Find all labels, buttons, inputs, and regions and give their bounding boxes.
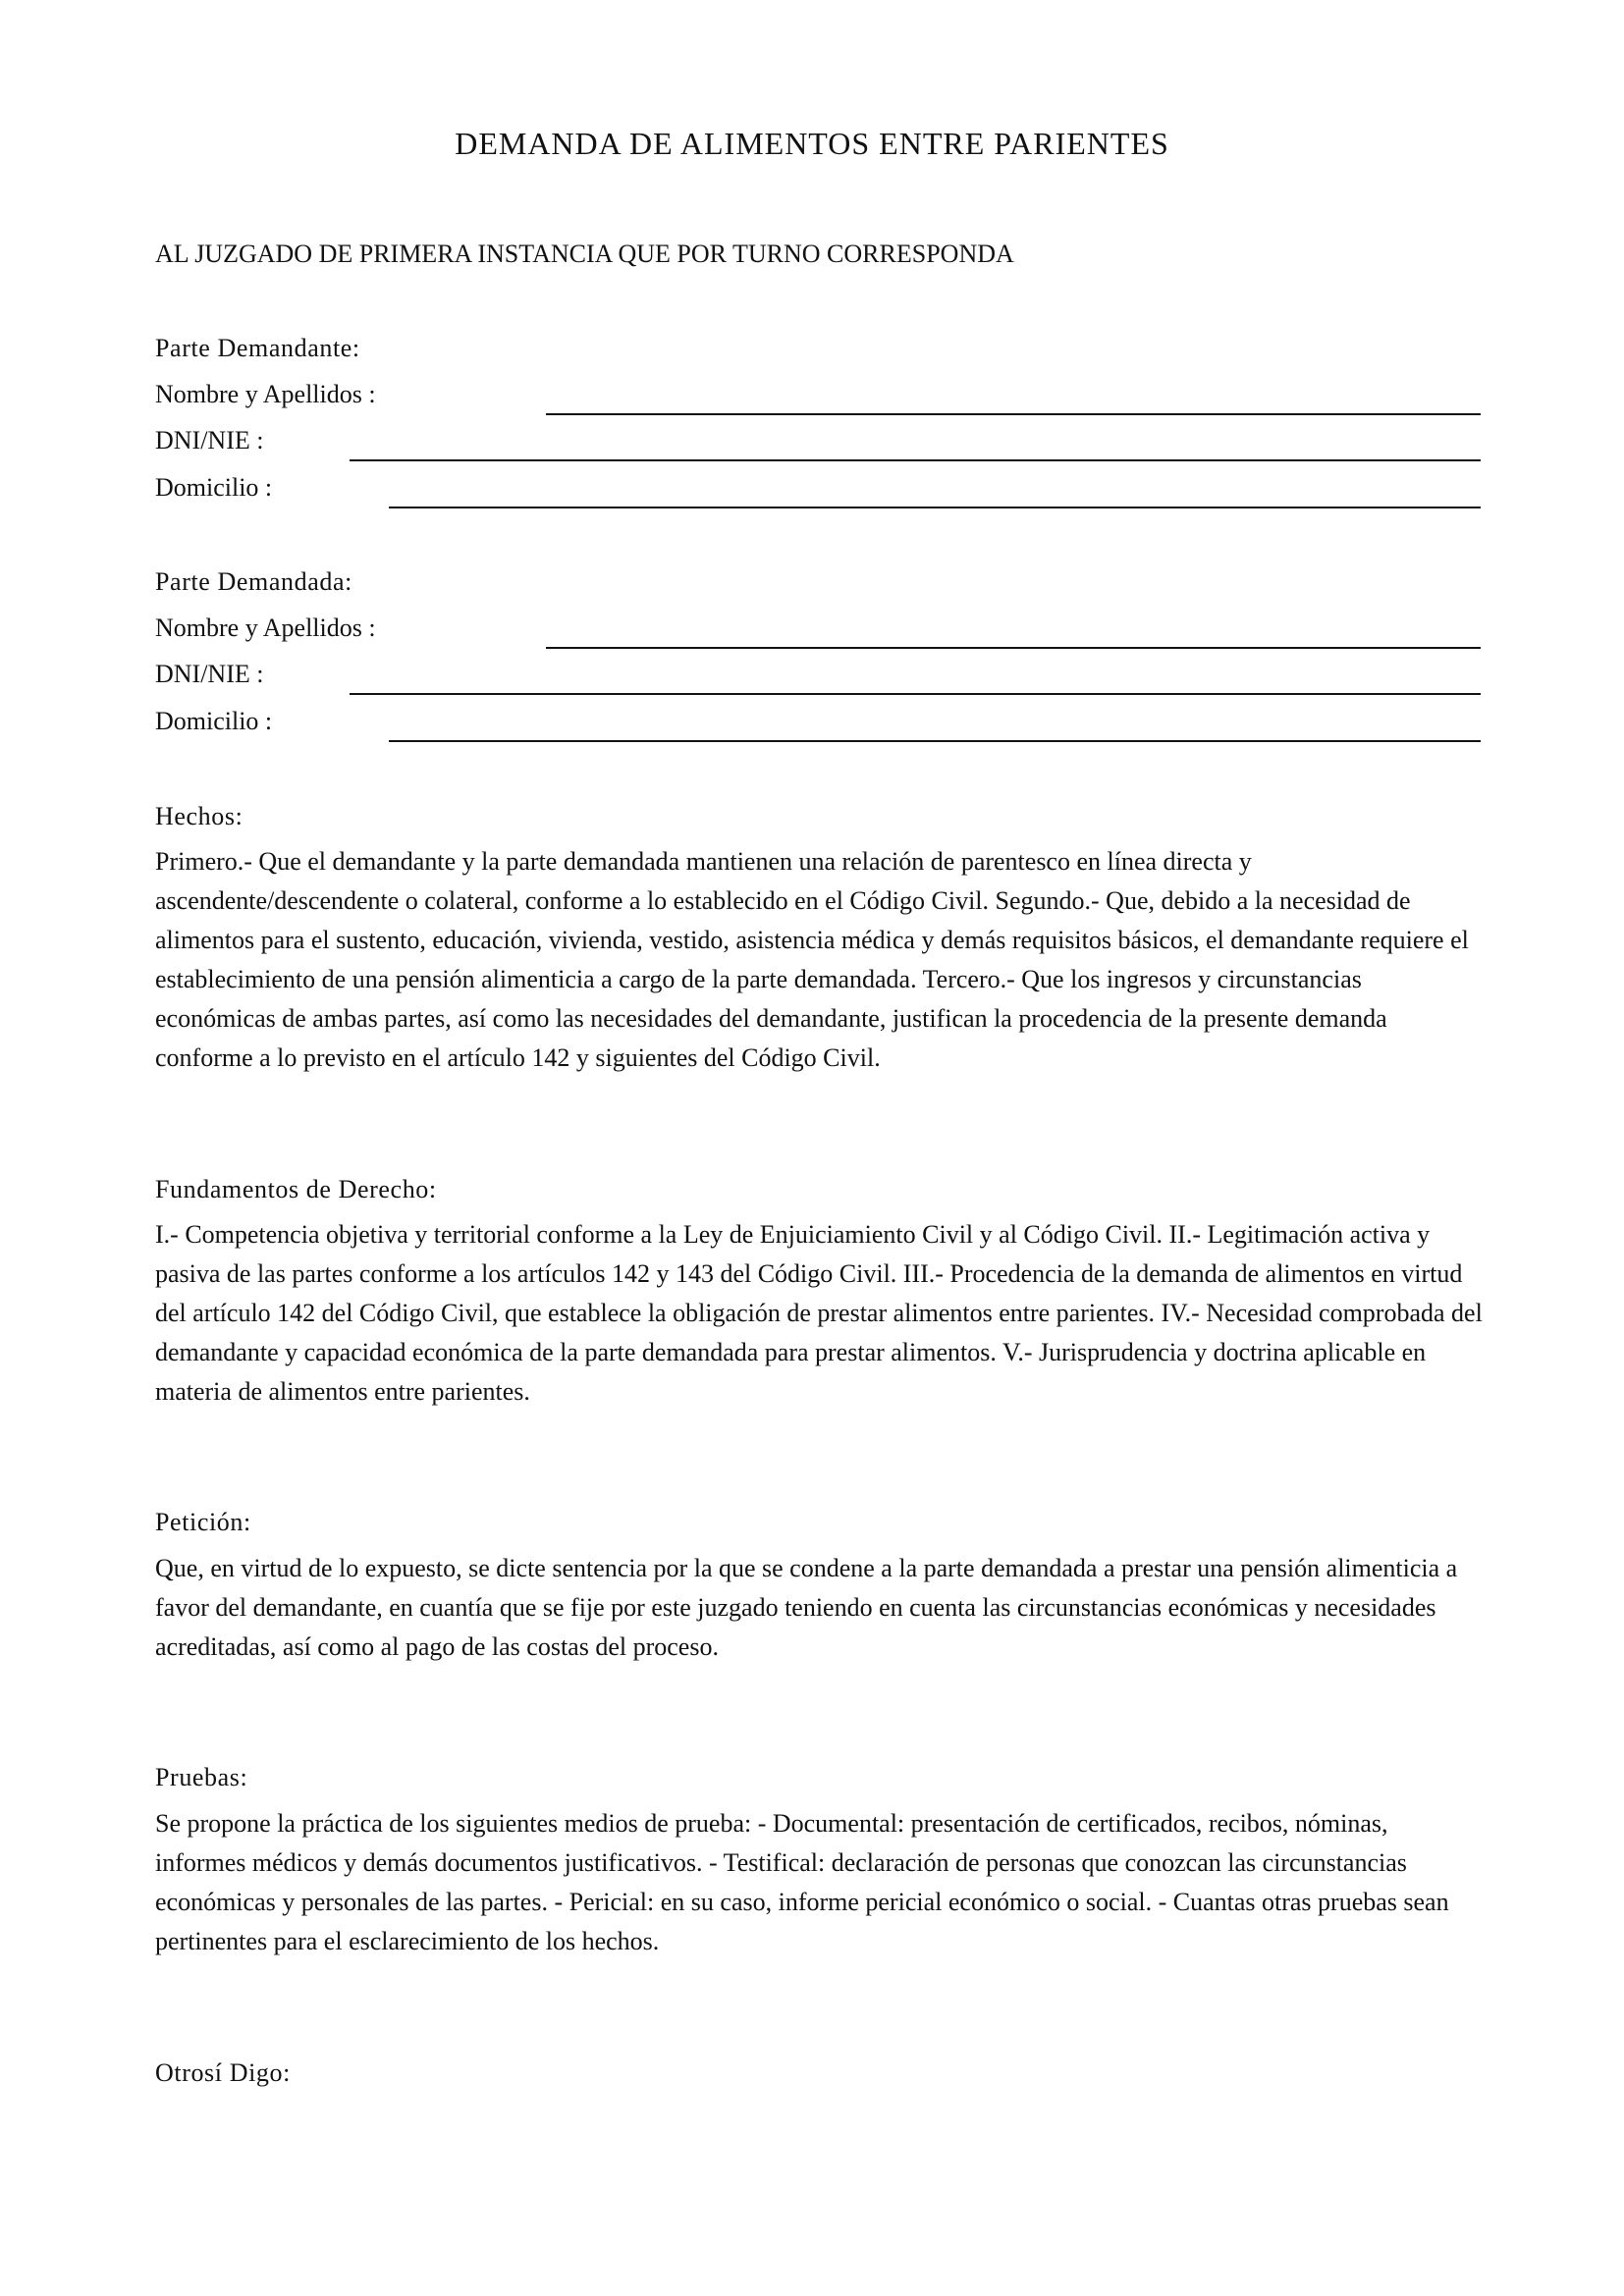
fundamentos-text: I.- Competencia objetiva y territorial conforme a la Ley de Enjuiciamiento Civil y al Código Civil. II.- Legitimación activa y pasiva de las partes conforme a los artículos 142 y 143 del Código Civil. III.- Procedencia de la demanda de alimentos en virtud del artículo 142 del Código Civil, que establece la obligación de prestar alimentos entre parientes. IV.- Necesidad comprobada del demandante y capacidad económica de la parte demandada para prestar alimentos. V.- Jurisprudencia y doctrina aplicable en materia de alimentos entre parientes. xyxy=(155,1220,1483,1406)
peticion-heading: Petición: xyxy=(155,1508,251,1536)
demandada-name-label: Nombre y Apellidos : xyxy=(155,614,376,642)
fundamentos-heading: Fundamentos de Derecho: xyxy=(155,1175,437,1203)
demandada-heading: Parte Demandada: xyxy=(155,567,352,596)
pruebas-heading: Pruebas: xyxy=(155,1763,248,1791)
hechos-text: Primero.- Que el demandante y la parte demandada mantienen una relación de parentesco en línea directa y ascendente/descendente o colateral, conforme a lo establecido en el Código Civil. Segundo.- Que, debido a la necesidad de alimentos para el sustento, educación, vivienda, vestido, asistencia médica y demás requisitos básicos, el demandante requiere el establecimiento de una pensión alimenticia a cargo de la parte demandada. Tercero.- Que los ingresos y circunstancias económicas de ambas partes, así como las necesidades del demandante, justifican la procedencia de la presente demanda conforme a lo previsto en el artículo 142 y siguientes del Código Civil. xyxy=(155,847,1469,1072)
peticion-text: Que, en virtud de lo expuesto, se dicte sentencia por la que se condene a la parte demandada a prestar una pensión alimenticia a favor del demandante, en cuantía que se fije por este juzgado teniendo en cuenta las circunstancias económicas y necesidades acreditadas, así como al pago de las costas del proceso. xyxy=(155,1554,1458,1661)
demandante-name-field[interactable] xyxy=(155,380,1481,419)
hechos-heading: Hechos: xyxy=(155,802,244,830)
demandada-name-field[interactable] xyxy=(155,614,1481,653)
court-addressee: AL JUZGADO DE PRIMERA INSTANCIA QUE POR TURNO CORRESPONDA xyxy=(155,240,1014,268)
demandante-name-label: Nombre y Apellidos : xyxy=(155,380,376,408)
demandante-address-label: Domicilio : xyxy=(155,473,273,502)
demandada-id-label: DNI/NIE : xyxy=(155,660,264,688)
demandada-address-label: Domicilio : xyxy=(155,707,273,735)
demandada-id-line[interactable] xyxy=(350,693,1481,695)
pruebas-text: Se propone la práctica de los siguientes medios de prueba: - Documental: presentación de certificados, recibos, nóminas, informes médicos y demás documentos justificativos. - Testifical: declaración de personas que conozcan las circunstancias económicas y personales de las partes. - Pericial: en su caso, informe pericial económico o social. - Cuantas otras pruebas sean pertinentes para el esclarecimiento de los hechos. xyxy=(155,1809,1449,1955)
otrosi-heading: Otrosí Digo: xyxy=(155,2058,291,2087)
demandada-name-line[interactable] xyxy=(546,647,1481,649)
demandante-address-line[interactable] xyxy=(389,507,1481,508)
demandante-heading: Parte Demandante: xyxy=(155,334,360,362)
demandada-address-field[interactable] xyxy=(155,707,1481,746)
demandante-id-field[interactable] xyxy=(155,426,1481,465)
demandante-address-field[interactable] xyxy=(155,473,1481,512)
demandada-address-line[interactable] xyxy=(389,740,1481,742)
document-title: DEMANDA DE ALIMENTOS ENTRE PARIENTES xyxy=(455,126,1169,161)
demandada-id-field[interactable] xyxy=(155,660,1481,699)
demandante-id-label: DNI/NIE : xyxy=(155,426,264,454)
demandante-name-line[interactable] xyxy=(546,413,1481,415)
demandante-id-line[interactable] xyxy=(350,459,1481,461)
